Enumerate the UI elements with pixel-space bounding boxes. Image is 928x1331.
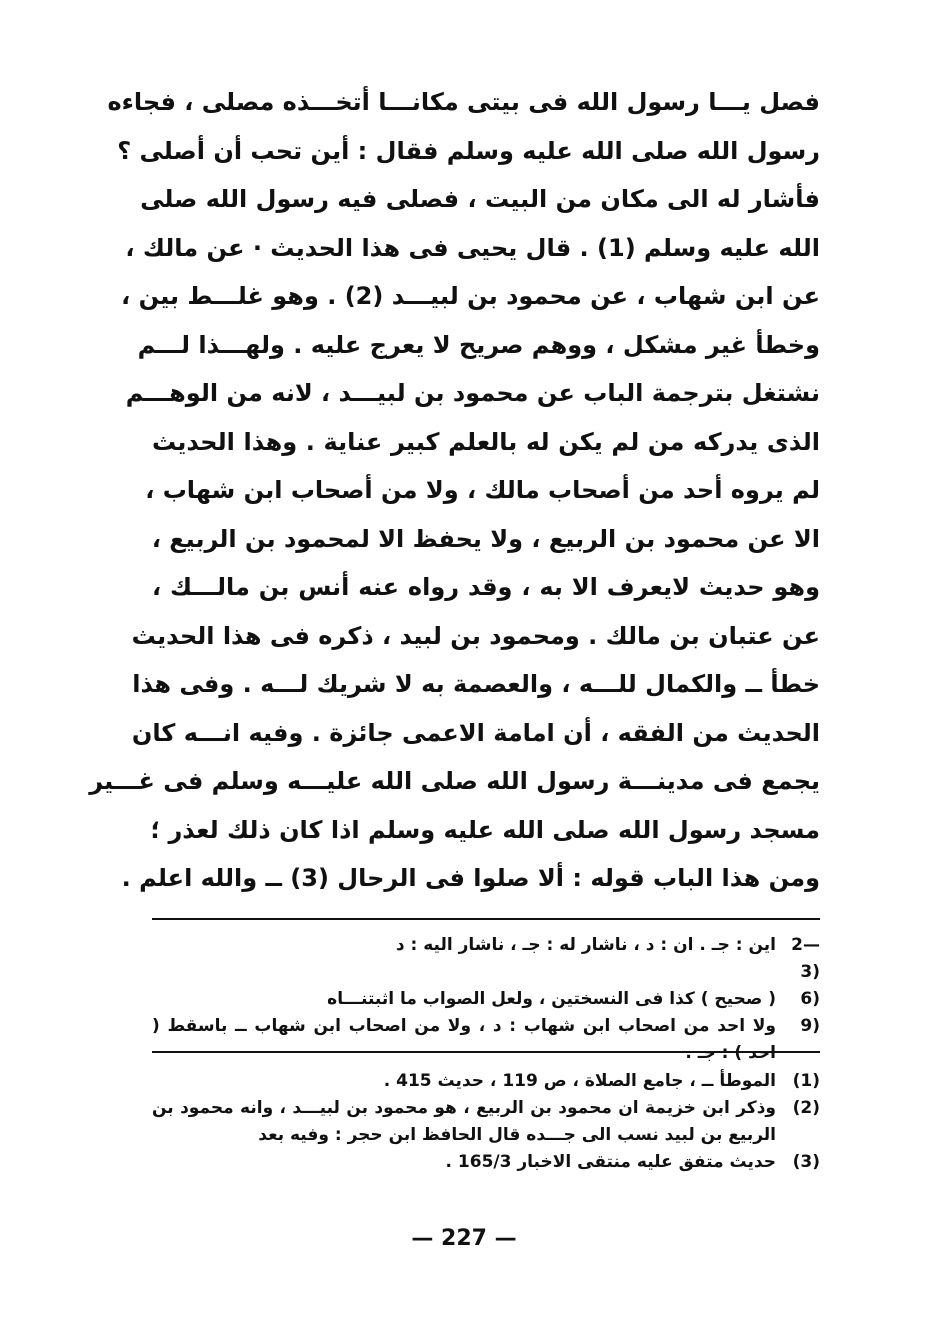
page-number: — 227 — [411, 1226, 517, 1251]
footnote [152, 1095, 820, 1149]
variant-notes-divider [152, 918, 820, 920]
note-marker: 6) [800, 989, 820, 1009]
footnote-text: وذكر ابن خزيمة ان محمود بن الربيع ، هو محمود بن لبيـــد ، وانه محمود بن الربيع بن لبيد نسب الى جـــده قال الحافظ ابن حجر : وفيه بعد [152, 1098, 776, 1145]
note-text: ( صحيح ) كذا فى النسختين ، ولعل الصواب ما اثبتنـــاه [327, 989, 776, 1009]
footnote-marker: (1) [792, 1071, 820, 1091]
variant-note [152, 932, 820, 986]
footnote [152, 1149, 820, 1176]
main-text-line: الذى يدركه من لم يكن له بالعلم كبير عناية . وهذا الحديث [152, 427, 820, 456]
main-text-line: مسجد رسول الله صلى الله عليه وسلم اذا كان ذلك لعذر ؛ [150, 815, 820, 844]
main-text-line: الا عن محمود بن الربيع ، ولا يحفظ الا لمحمود بن الربيع ، [151, 524, 820, 553]
variant-notes [152, 932, 820, 1067]
main-text-line: ومن هذا الباب قوله : ألا صلوا فى الرحال (3) ــ والله اعلم . [121, 864, 820, 892]
main-text-line: الله عليه وسلم (1) . قال يحيى فى هذا الحديث · عن مالك ، [125, 233, 820, 262]
main-text-line: وهو حديث لايعرف الا به ، وقد رواه عنه أنس بن مالـــك ، [152, 573, 820, 601]
footnote-marker: (3) [792, 1152, 820, 1172]
note-text: ولا احد من اصحاب ابن شهاب : د ، ولا من اصحاب ابن شهاب ــ باسقط ( احد ) : جـ . [152, 1016, 776, 1063]
main-text-line: فأشار له الى مكان من البيت ، فصلى فيه رسول الله صلى [140, 185, 820, 213]
note-text: اين : جـ . ان : د ، ناشار له : جـ ، ناشار اليه : د [395, 935, 776, 955]
main-text-line: عن ابن شهاب ، عن محمود بن لبيـــد (2) . وهو غلـــط بين ، [121, 282, 820, 310]
variant-note [152, 1013, 820, 1067]
main-text-block [89, 78, 820, 903]
footnote-marker: (2) [792, 1098, 820, 1118]
footnotes [152, 1068, 820, 1176]
footnote-text: حديث متفق عليه منتقى الاخبار 165/3 . [445, 1152, 776, 1172]
footnotes-divider [152, 1051, 820, 1053]
main-text-line: عن عتبان بن مالك . ومحمود بن لبيد ، ذكره فى هذا الحديث [131, 621, 820, 650]
main-text-line: رسول الله صلى الله عليه وسلم فقال : أين تحب أن أصلى ؟ [117, 136, 820, 165]
variant-note [152, 986, 820, 1013]
main-text-line: خطأ ــ والكمال للـــه ، والعصمة به لا شريك لـــه . وفى هذا [132, 670, 820, 698]
main-text-line: نشتغل بترجمة الباب عن محمود بن لبيـــد ، لانه من الوهـــم [125, 379, 820, 407]
footnote-text: الموطأ ــ ، جامع الصلاة ، ص 119 ، حديث 415 . [383, 1071, 776, 1091]
main-text-line: الحديث من الفقه ، أن امامة الاعمى جائزة . وفيه انـــه كان [131, 718, 820, 747]
note-marker: 9) [800, 1016, 820, 1036]
main-text-line: فصل يـــا رسول الله فى بيتى مكانـــا أتخـــذه مصلى ، فجاءه [107, 88, 820, 116]
note-marker: 2—3) [791, 935, 820, 982]
footnote [152, 1068, 820, 1095]
main-text-line: يجمع فى مدينـــة رسول الله صلى الله عليـــه وسلم فى غـــير [89, 767, 820, 795]
main-text-line: لم يروه أحد من أصحاب مالك ، ولا من أصحاب ابن شهاب ، [145, 476, 820, 504]
main-text-line: وخطأ غير مشكل ، ووهم صريح لا يعرج عليه . ولهـــذا لـــم [137, 330, 820, 359]
